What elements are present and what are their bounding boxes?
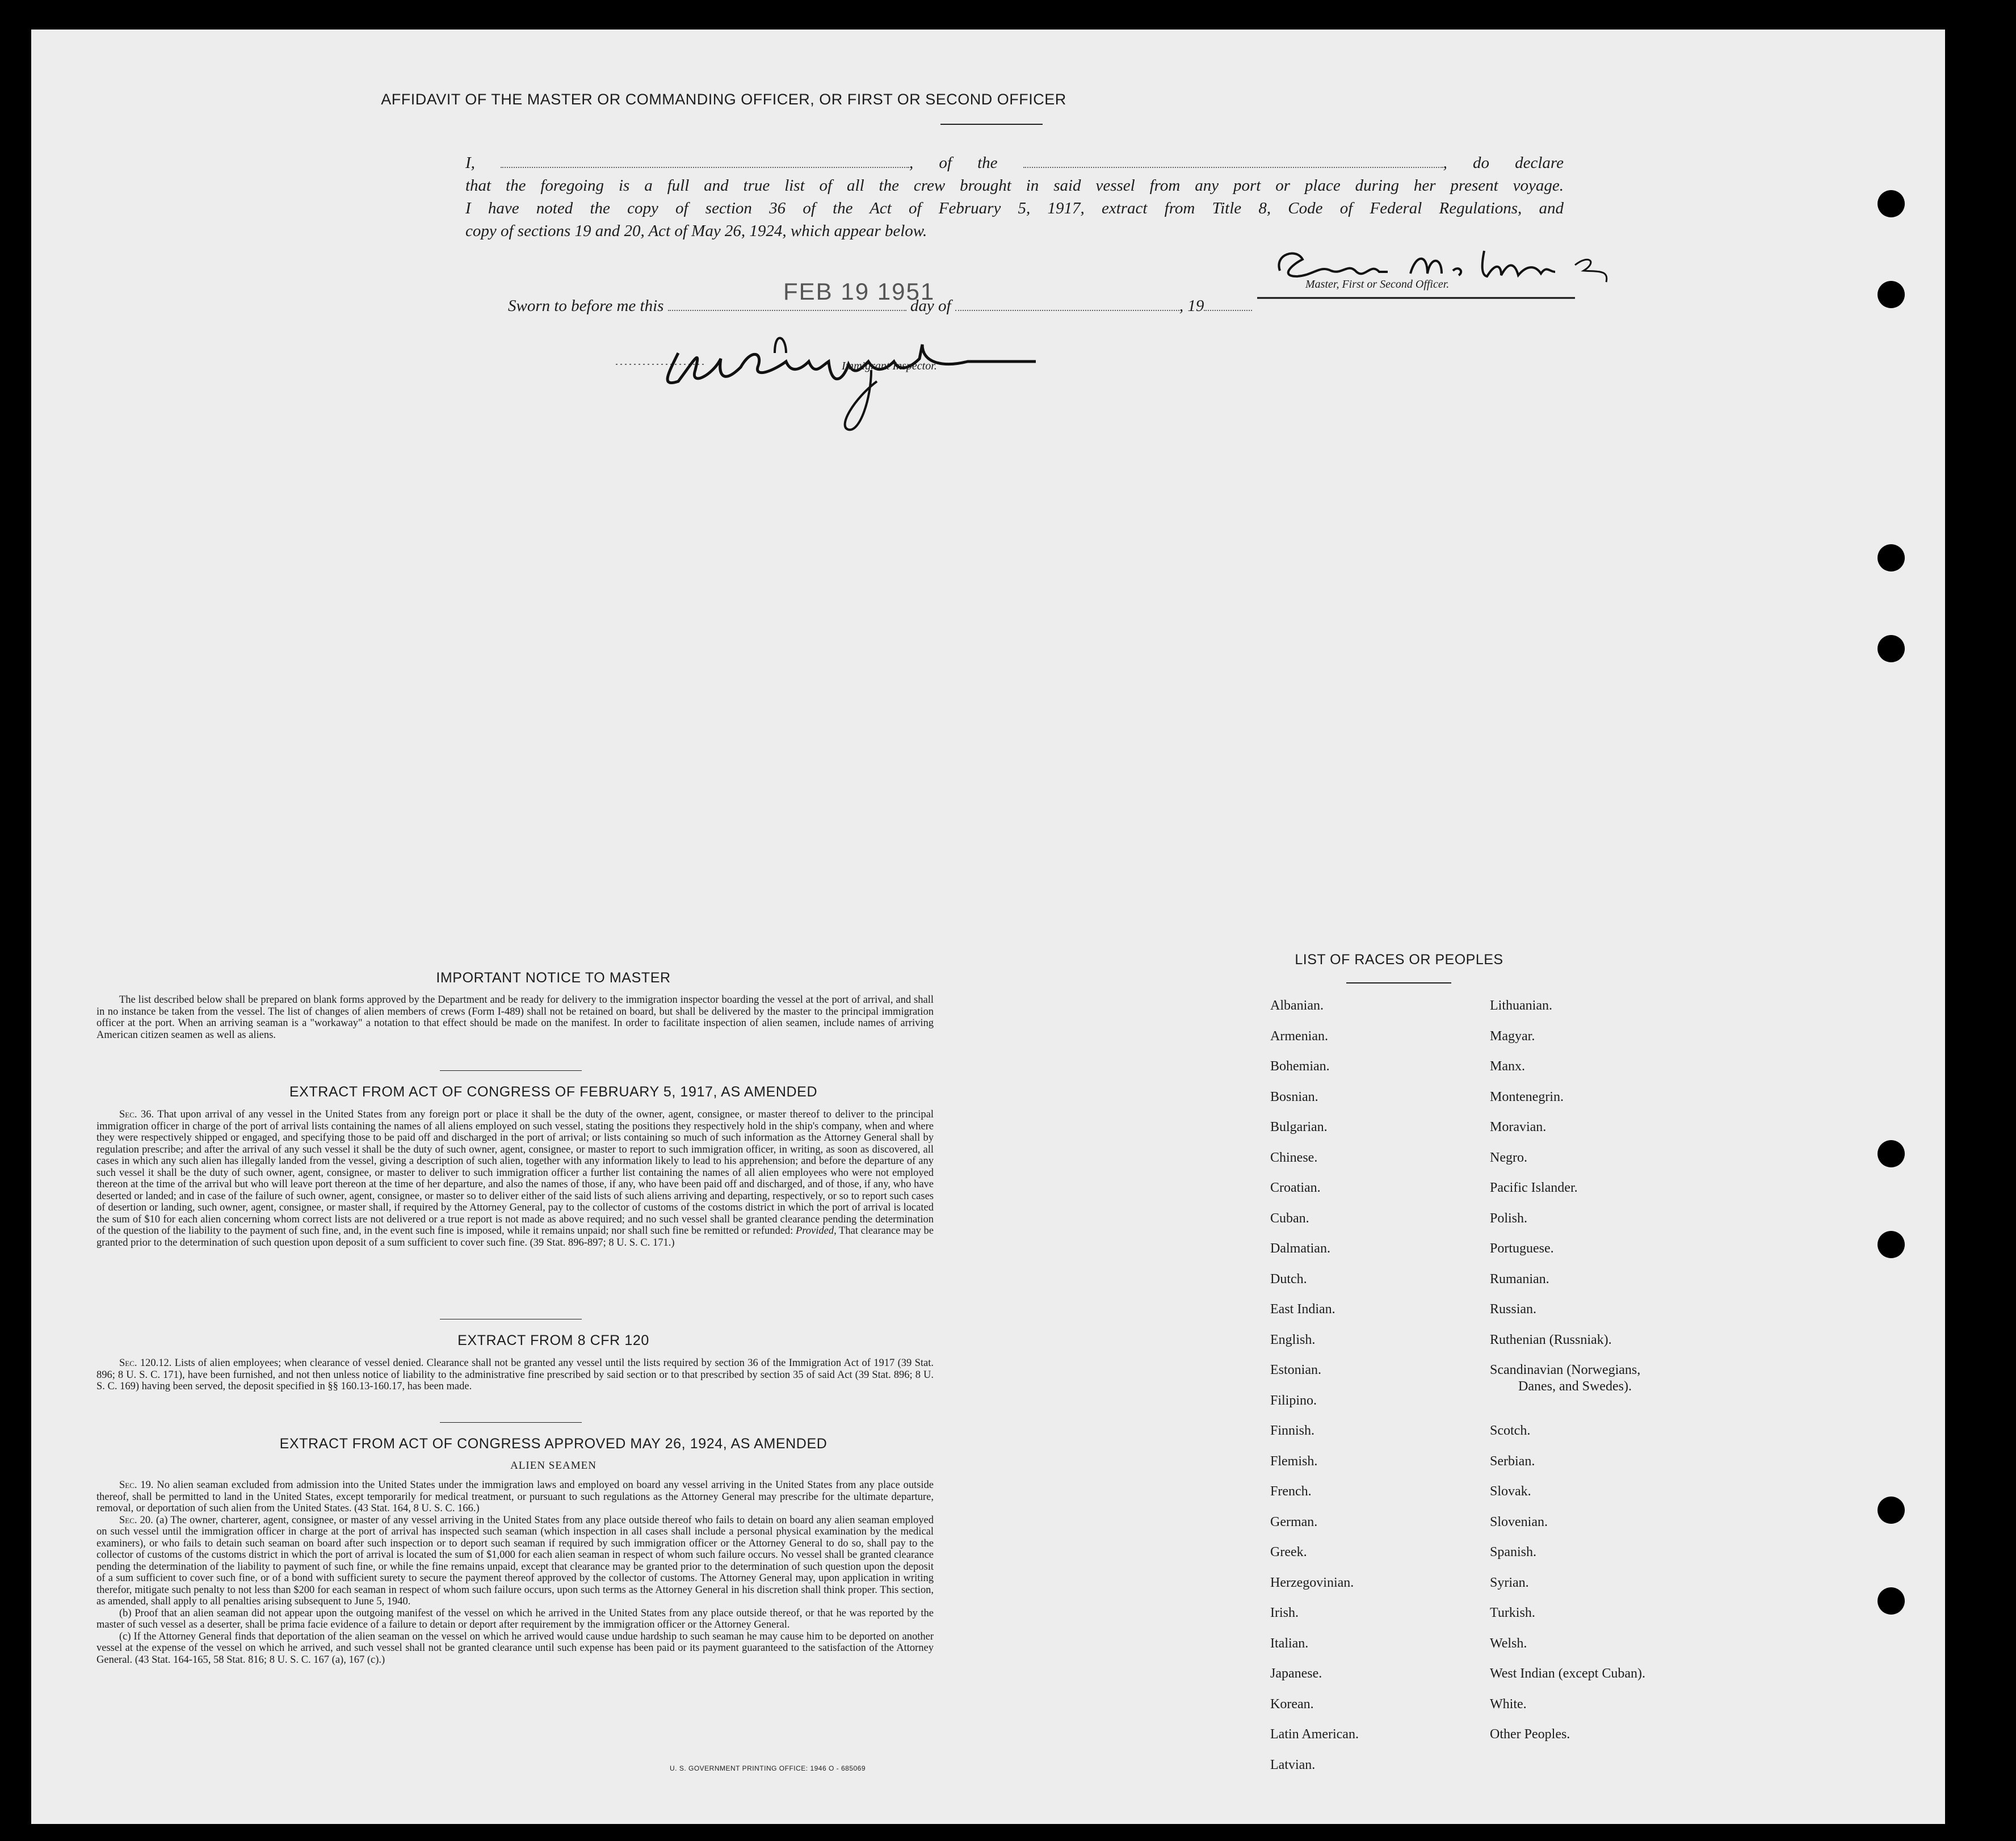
- race-item: Danes, and Swedes).: [1518, 1379, 1632, 1394]
- inspector-signature: [604, 313, 1144, 444]
- race-item: Latin American.: [1270, 1727, 1359, 1742]
- race-item: Irish.: [1270, 1605, 1299, 1620]
- punch-hole: [1878, 1231, 1905, 1258]
- race-item: Russian.: [1490, 1302, 1537, 1317]
- year-label: , 19: [1179, 297, 1204, 315]
- race-item: German.: [1270, 1514, 1318, 1529]
- day-blank: [668, 296, 906, 311]
- extract-1917-title: EXTRACT FROM ACT OF CONGRESS OF FEBRUARY 5, 1917, AS AMENDED: [289, 1084, 818, 1100]
- punch-hole: [1878, 190, 1905, 217]
- race-item: Other Peoples.: [1490, 1727, 1570, 1742]
- affidavit-line-1: [465, 152, 1564, 174]
- race-item: Pacific Islander.: [1490, 1180, 1578, 1195]
- race-item: Japanese.: [1270, 1666, 1322, 1681]
- races-rule: [1346, 982, 1451, 983]
- race-item: Scotch.: [1490, 1423, 1531, 1438]
- sec-120-text: Lists of alien employees; when clearance of vessel denied. Clearance shall not be granted any vessel until the lists required by section 36 of the Immigration Act of 1917 (39 Stat. 896; 8 U. S. C. 171), have been furnished, and not then unless notice of liability to the administrative fine prescribed by said section or to that prescribed by section 35 of said Act (39 Stat. 896; 8 U. S. C. 169) having been served, the deposit specified in §§ 160.13-160.17, has been made.: [96, 1357, 934, 1392]
- affidavit-line-4: copy of sections 19 and 20, Act of May 26, 1924, which appear below.: [465, 222, 927, 240]
- race-item: Latvian.: [1270, 1757, 1316, 1772]
- form-page: [31, 30, 1945, 1824]
- sec-36-label: Sec. 36.: [119, 1109, 154, 1120]
- sec-36-text-end: That clearance may be granted prior to the determination of such question upon deposit of a sum sufficient to cover such fine. (39 Stat. 896-897; 8 U. S. C. 171.): [96, 1225, 934, 1249]
- race-item: Manx.: [1490, 1059, 1525, 1074]
- race-item: West Indian (except Cuban).: [1490, 1666, 1645, 1681]
- race-item: Turkish.: [1490, 1605, 1535, 1620]
- race-item: East Indian.: [1270, 1302, 1335, 1317]
- punch-hole: [1878, 1497, 1905, 1524]
- affidavit-line-2: that the foregoing is a full and true list of all the crew brought in said vessel from any port or place during her present voyage.: [465, 176, 1564, 195]
- punch-hole: [1878, 1587, 1905, 1615]
- race-item: Flemish.: [1270, 1453, 1318, 1469]
- race-item: Moravian.: [1490, 1120, 1547, 1134]
- affidavit-do-declare: , do declare: [1443, 154, 1564, 172]
- race-item: Bulgarian.: [1270, 1120, 1328, 1134]
- affidavit-title: AFFIDAVIT OF THE MASTER OR COMMANDING OFFICER, OR FIRST OR SECOND OFFICER: [381, 91, 1066, 108]
- race-item: Finnish.: [1270, 1423, 1315, 1438]
- affidavit-i: I,: [465, 154, 475, 172]
- race-item: Polish.: [1490, 1210, 1528, 1226]
- race-item: Dalmatian.: [1270, 1241, 1330, 1256]
- sec-20a-paragraph: [96, 1515, 934, 1608]
- notice-paragraph: The list described below shall be prepared on blank forms approved by the Department and be ready for delivery to the immigration inspector boarding the vessel at the port of arrival, and shall in no instance be taken from the vessel. The list of changes of alien members of crews (Form I-489) shall not be retained on board, but shall be delivered by the master to the principal immigration officer at the port. When an arriving seaman is a "workaway" a notation to that effect should be made on the manifest. In order to facilitate inspection of alien seamen, include names of arriving American citizen seamen as well as aliens.: [96, 994, 934, 1041]
- title-rule: [940, 124, 1043, 125]
- race-item: Scandinavian (Norwegians,: [1490, 1363, 1641, 1377]
- race-item: Magyar.: [1490, 1028, 1535, 1044]
- race-item: Ruthenian (Russniak).: [1490, 1332, 1612, 1347]
- race-item: Slovak.: [1490, 1484, 1531, 1499]
- race-item: Chinese.: [1270, 1150, 1318, 1165]
- race-item: Filipino.: [1270, 1393, 1317, 1408]
- race-item: Serbian.: [1490, 1453, 1535, 1469]
- sec-19-paragraph: [96, 1479, 934, 1515]
- race-item: White.: [1490, 1696, 1527, 1712]
- sworn-line: [508, 296, 1252, 316]
- race-item: Lithuanian.: [1490, 998, 1552, 1013]
- affidavit-line-3: I have noted the copy of section 36 of the Act of February 5, 1917, extract from Title 8, Code of Federal Regulations, and: [465, 199, 1564, 217]
- gpo-imprint: U. S. GOVERNMENT PRINTING OFFICE: 1946 O - 685069: [670, 1764, 866, 1772]
- punch-hole: [1878, 544, 1905, 571]
- race-item: Rumanian.: [1490, 1271, 1549, 1287]
- race-item: Italian.: [1270, 1636, 1309, 1651]
- race-item: Negro.: [1490, 1150, 1527, 1165]
- sec-120-label: Sec. 120.12.: [119, 1357, 172, 1369]
- section-rule: [440, 1422, 582, 1423]
- race-item: Cuban.: [1270, 1210, 1309, 1226]
- month-blank: [955, 296, 1179, 311]
- race-item: Spanish.: [1490, 1545, 1537, 1560]
- race-item: Albanian.: [1270, 998, 1324, 1013]
- extract-1917-text: [96, 1109, 934, 1249]
- notice-title: IMPORTANT NOTICE TO MASTER: [436, 970, 671, 986]
- extract-cfr-paragraph: [96, 1357, 934, 1393]
- vessel-blank: [1023, 153, 1443, 168]
- race-item: Croatian.: [1270, 1180, 1321, 1195]
- races-title: LIST OF RACES OR PEOPLES: [1295, 952, 1503, 968]
- provided-word: Provided,: [795, 1225, 837, 1237]
- sec-20a-text: (a) The owner, charterer, agent, consignee, or master of any vessel arriving in the United States from any place outside thereof who fails to detain on board any alien seaman employed on such vessel until the immigration officer in charge at the port of arrival has inspected such seaman (which inspection in all cases shall include a personal physical examination by the medical examiners), or who fails to detain such seaman on board after such inspection or to deport such seaman if required by such immigration officer or the Attorney General to do so, shall pay to the collector of customs of the customs district in which the port of arrival is located the sum of $1,000 for each alien seaman in respect of whom such failure occurs. No vessel shall be granted clearance pending the determination of the liability to payment of such fine, or while the fine remains unpaid, except that clearance may be granted prior to the determination of such question upon the deposit of a sum sufficient to cover such fine, or of a bond with sufficient surety to secure the payment thereof approved by the collector of customs. The Attorney General may, upon application in writing therefor, mitigate such penalty to not less than $200 for each seaman in respect of whom such failure occurs, upon such terms as the Attorney General in his discretion shall think proper. This section, as amended, shall apply to all penalties arising subsequent to June 5, 1940.: [96, 1514, 934, 1607]
- extract-cfr-title: EXTRACT FROM 8 CFR 120: [457, 1333, 649, 1348]
- race-item: Korean.: [1270, 1696, 1314, 1712]
- affidavit-of-the: , of the: [909, 154, 998, 172]
- alien-seamen-subtitle: ALIEN SEAMEN: [510, 1460, 597, 1472]
- race-item: Armenian.: [1270, 1028, 1328, 1044]
- extract-1924-text: [96, 1479, 934, 1666]
- year-blank: [1204, 296, 1252, 311]
- race-item: Slovenian.: [1490, 1514, 1548, 1529]
- punch-hole: [1878, 1140, 1905, 1167]
- race-item: French.: [1270, 1484, 1312, 1499]
- affidavit-text: [465, 152, 1564, 242]
- race-item: Bohemian.: [1270, 1059, 1330, 1074]
- extract-1917-paragraph: [96, 1109, 934, 1249]
- race-item: Estonian.: [1270, 1363, 1321, 1377]
- section-rule: [440, 1070, 582, 1071]
- sec-20b-paragraph: (b) Proof that an alien seaman did not appear upon the outgoing manifest of the vessel on which he arrived in the United States from any place outside thereof, or that he was reported by the master of such vessel as a deserter, shall be prima facie evidence of a failure to detain or deport after requirement by the immigration officer or the Attorney General.: [96, 1607, 934, 1630]
- day-of-label: day of: [910, 297, 951, 315]
- date-stamp: FEB 19 1951: [783, 278, 935, 305]
- race-item: Welsh.: [1490, 1636, 1527, 1651]
- notice-text: [96, 994, 934, 1041]
- race-item: Greek.: [1270, 1545, 1307, 1560]
- punch-hole: [1878, 281, 1905, 308]
- race-item: Montenegrin.: [1490, 1089, 1564, 1104]
- sec-20-label: Sec. 20.: [119, 1514, 153, 1526]
- race-item: Syrian.: [1490, 1575, 1529, 1590]
- sec-19-label: Sec. 19.: [119, 1479, 154, 1491]
- sec-20c-paragraph: (c) If the Attorney General finds that deportation of the alien seaman on the vessel on which he arrived would cause undue hardship to such seaman he may cause him to be deported on another vessel at the expense of the vessel on which he arrived, and such vessel shall not be granted clearance until such expense has been paid or its payment guaranteed to the satisfaction of the Attorney General. (43 Stat. 164-165, 58 Stat. 816; 8 U. S. C. 167 (a), 167 (c).): [96, 1630, 934, 1666]
- sec-36-text: That upon arrival of any vessel in the United States from any foreign port or place it shall be the duty of the owner, agent, consignee, or master thereof to deliver to the principal immigration officer in charge of the port of arrival lists containing the names of all aliens employed on such vessel, stating the positions they respectively hold in the ship's company, when and where they were respectively shipped or engaged, and specifying those to be paid off and discharged in the port of arrival; or lists containing so much of such information as the Attorney General shall by regulation prescribe; and after the arrival of any such vessel it shall be the duty of such owner, agent, consignee, or master to report to such immigration officer, in writing, as soon as discovered, all cases in which any such alien has illegally landed from the vessel, giving a description of such alien, together with any information likely to lead to his apprehension; and before the departure of any such vessel it shall be the duty of such owner, agent, consignee, or master to deliver to such immigration officer a further list containing the names of all alien employees who were not employed thereon at the time of the arrival but who will leave port thereon at the time of her departure, and also the names of those, if any, who have been paid off and discharged, and of those, if any, who have deserted or landed; and in case of the failure of such owner, agent, consignee, or master so to deliver either of the said lists of such aliens arriving and departing, respectively, or so to report such cases of desertion or landing, such owner, agent, consignee, or master shall, if required by the Attorney General, pay to the collector of customs of the costoms district in which the port of arrival is located the sum of $10 for each alien concerning whom correct lists are not delivered or a true report is not made as above required; and no such vessel shall be granted clearance pending the determination of the question of the liability to the payment of such fine, and, in the event such fine is imposed, while it remains unpaid; nor shall such fine be remitted or refunded:: [96, 1109, 934, 1237]
- race-item: Portuguese.: [1490, 1241, 1554, 1256]
- punch-hole: [1878, 635, 1905, 662]
- master-label: Master, First or Second Officer.: [1305, 278, 1450, 291]
- race-item: Dutch.: [1270, 1271, 1307, 1287]
- race-item: Herzegovinian.: [1270, 1575, 1354, 1590]
- sec-19-text: No alien seaman excluded from admission into the United States under the immigration laws and employed on board any vessel arriving in the United States from any place outside thereof, shall be permitted to land in the United States, except temporarily for medical treatment, or pursuant to such regulations as the Attorney General may prescribe for the ultimate departure, removal, or deportation of such alien from the United States. (43 Stat. 164, 8 U. S. C. 166.): [96, 1479, 934, 1514]
- extract-cfr-text: [96, 1357, 934, 1393]
- inspector-label: Immigrant Inspector.: [842, 360, 937, 372]
- race-item: Bosnian.: [1270, 1089, 1318, 1104]
- extract-1924-title: EXTRACT FROM ACT OF CONGRESS APPROVED MAY 26, 1924, AS AMENDED: [279, 1436, 828, 1452]
- race-item: English.: [1270, 1332, 1316, 1347]
- sworn-label: Sworn to before me this: [508, 297, 664, 315]
- name-blank: [501, 153, 909, 168]
